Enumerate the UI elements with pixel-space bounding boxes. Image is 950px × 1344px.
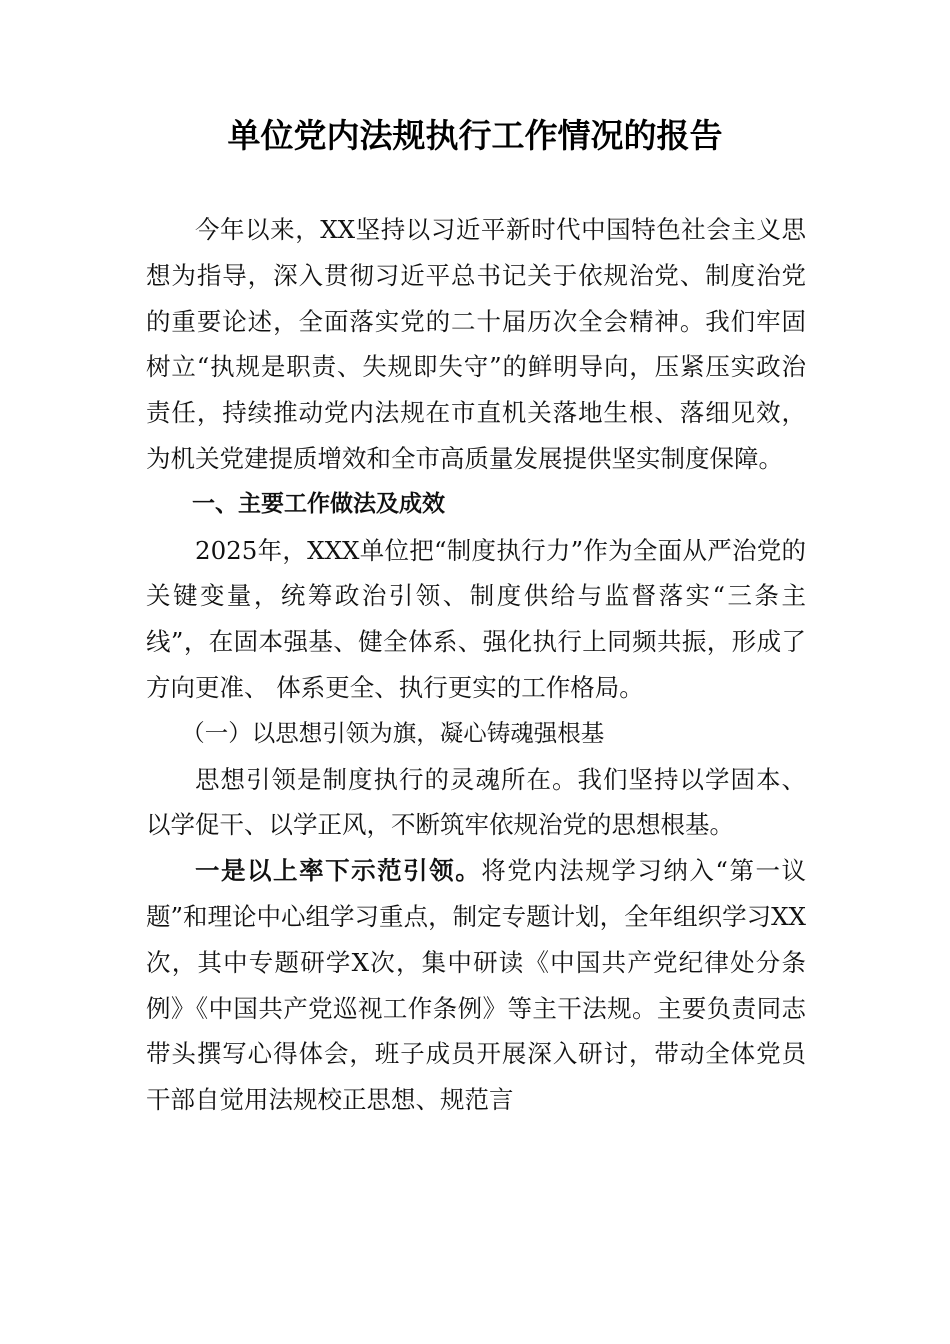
- point-1-text: 将党内法规学习纳入“第一议题”和理论中心组学习重点，制定专题计划，全年组织学习XX次，其中专题研学X次，集中研读《中国共产党纪律处分条例》《中国共产党巡视工作条例》等主干法规。主要负责同志带头撰写心得体会，班子成员开展深入研讨，带动全体党员干部自觉用法规校正思想、规范言: [146, 856, 807, 1115]
- point-1-lead: 一是以上率下示范引领。: [195, 856, 482, 886]
- point-1-paragraph: [146, 848, 806, 1123]
- document-title: 单位党内法规执行工作情况的报告: [227, 116, 723, 155]
- subsection-1-summary: 思想引领是制度执行的灵魂所在。我们坚持以学固本、以学促干、以学正风，不断筑牢依规治党的思想根基。: [146, 764, 806, 840]
- section-1-summary: 2025年，XXX单位把“制度执行力”作为全面从严治党的关键变量，统筹政治引领、制度供给与监督落实“三条主线”，在固本强基、健全体系、强化执行上同频共振，形成了方向更准、 体系更全、执行更实的工作格局。: [146, 535, 806, 702]
- subsection-heading-1: （一）以思想引领为旗，凝心铸魂强根基: [181, 718, 605, 747]
- section-heading-1: 一、主要工作做法及成效: [192, 490, 445, 517]
- intro-paragraph: 今年以来，XX坚持以习近平新时代中国特色社会主义思想为指导，深入贯彻习近平总书记关于依规治党、制度治党的重要论述，全面落实党的二十届历次全会精神。我们牢固树立“执规是职责、失规即失守”的鲜明导向，压紧压实政治责任，持续推动党内法规在市直机关落地生根、落细见效，为机关党建提质增效和全市高质量发展提供坚实制度保障。: [146, 215, 806, 473]
- document-body: [146, 207, 806, 1123]
